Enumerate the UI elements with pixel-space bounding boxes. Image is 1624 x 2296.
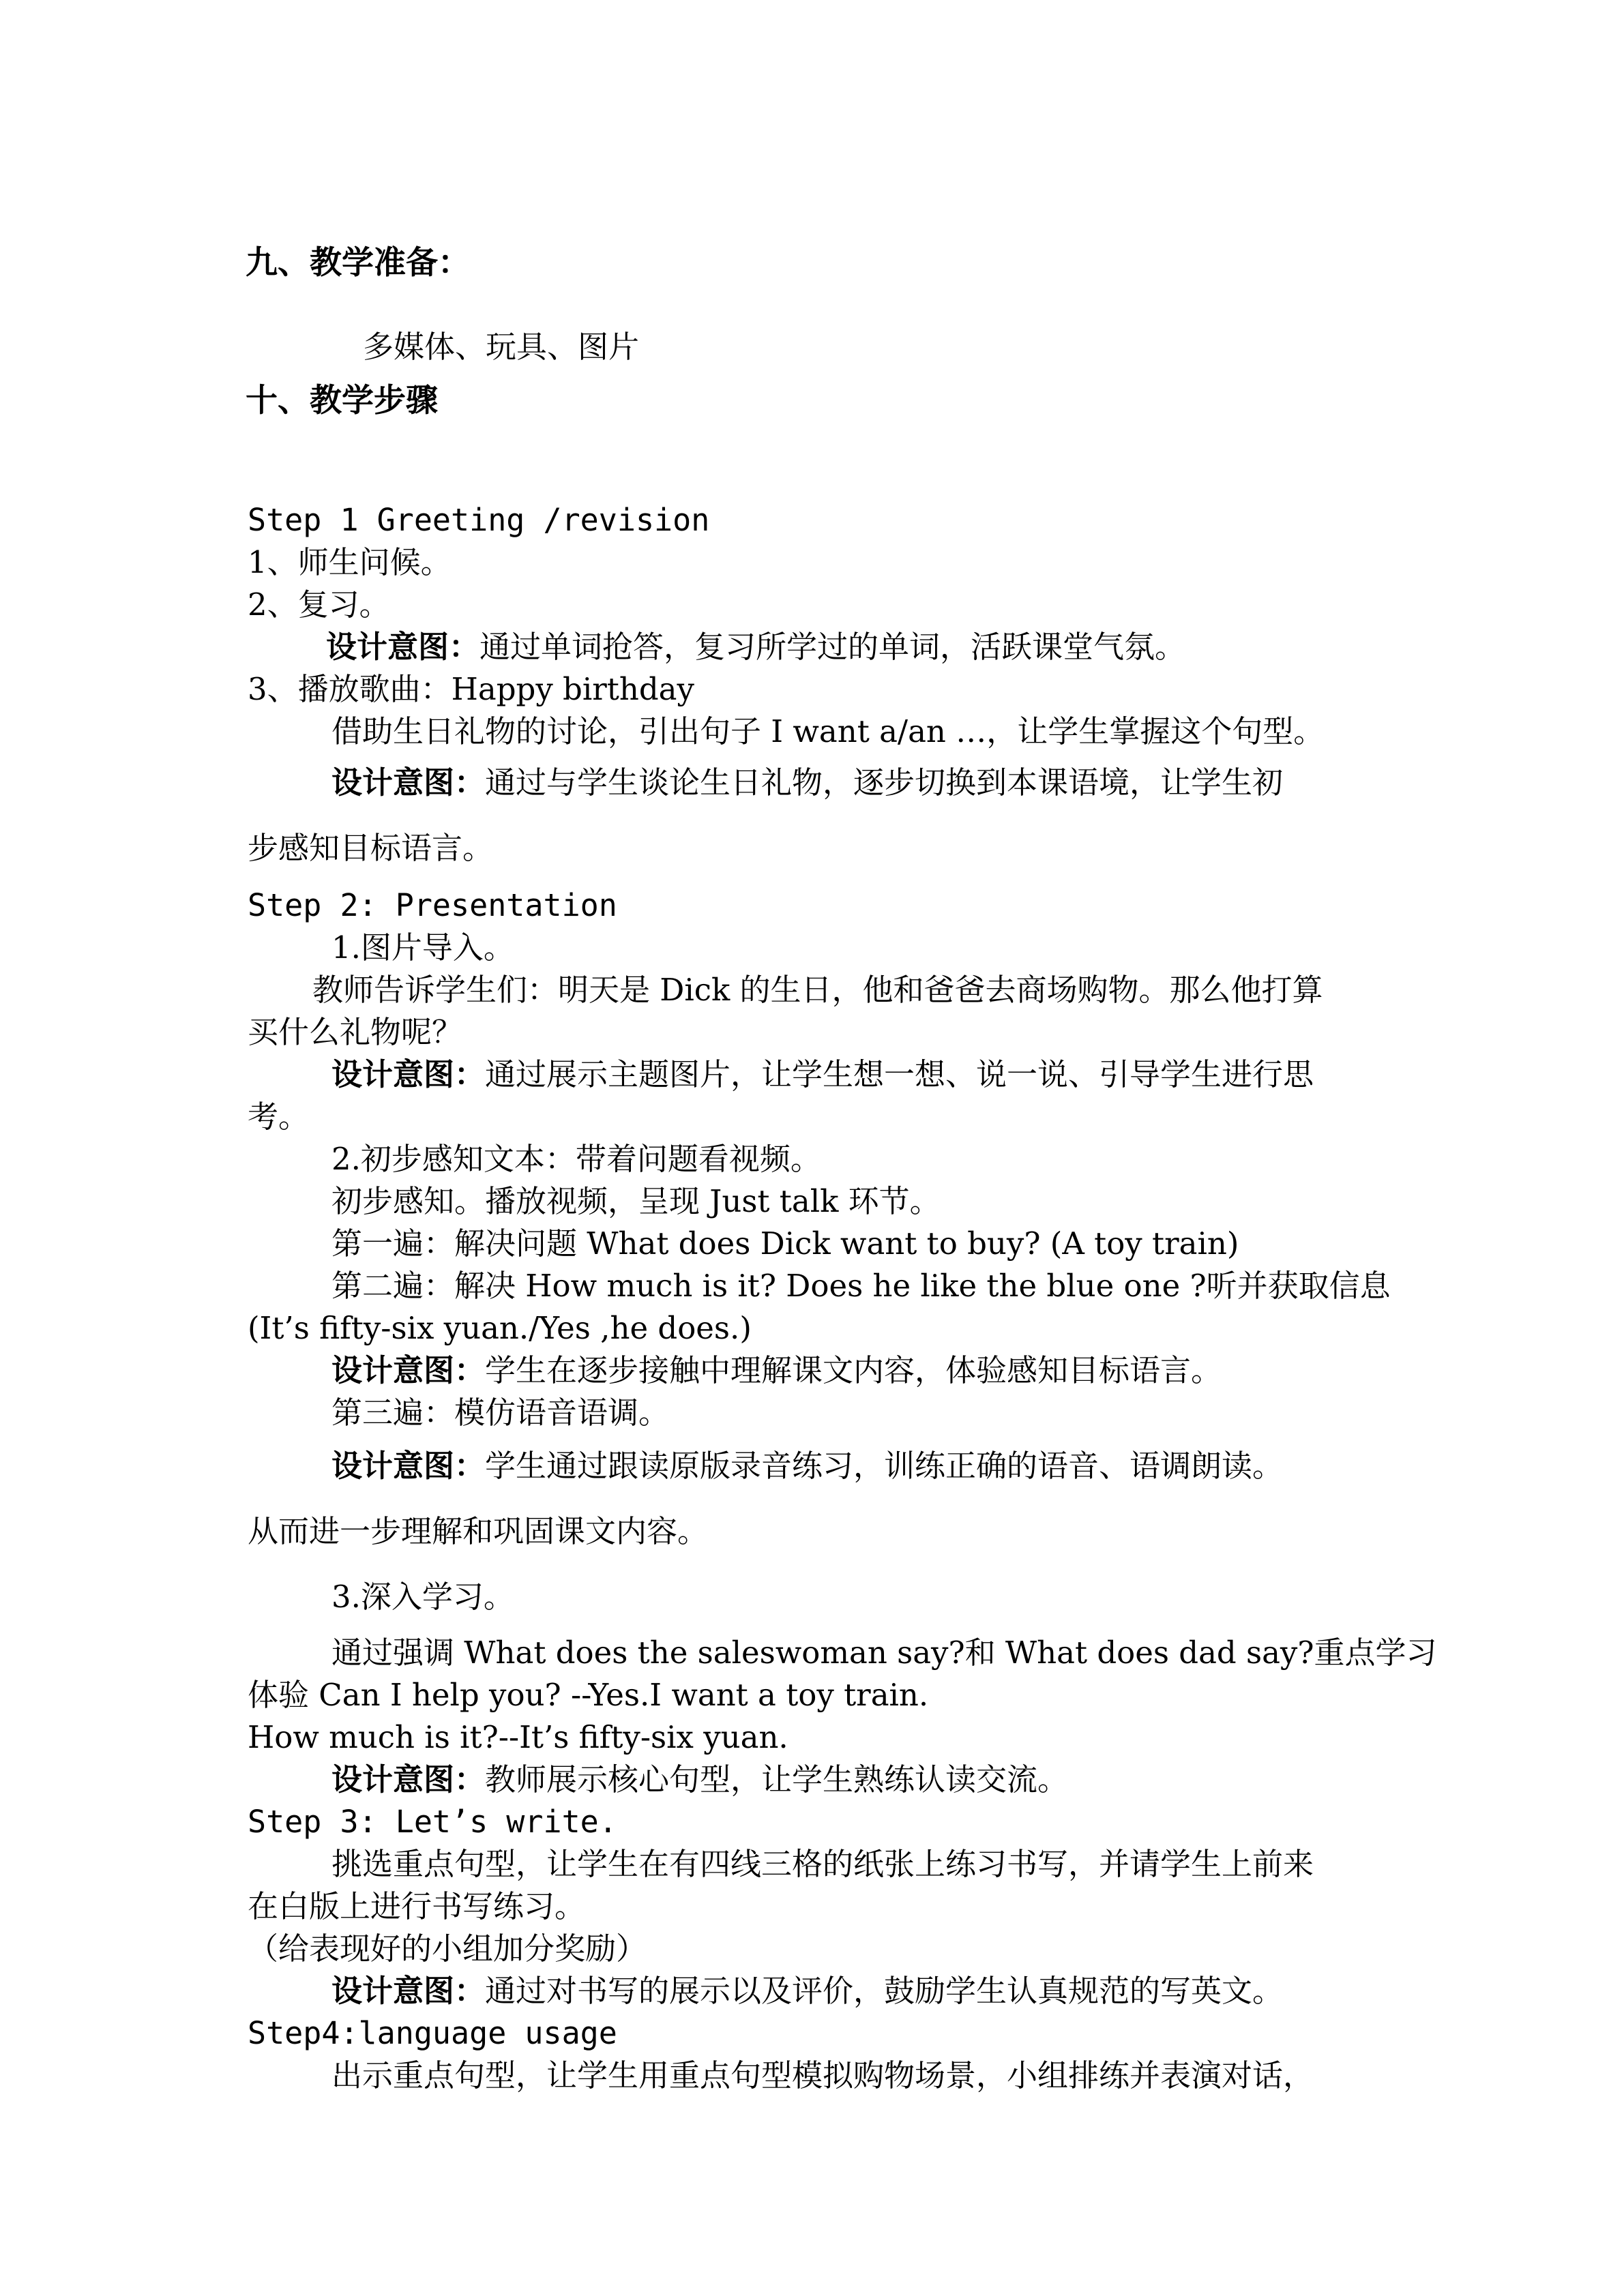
design-label: 设计意图： — [326, 629, 480, 665]
design-label: 设计意图： — [331, 1352, 486, 1388]
step1-intent2-cont: 步感知目标语言。 — [248, 830, 494, 866]
step2-intent-read — [331, 1444, 1283, 1488]
design-label: 设计意图： — [331, 1448, 486, 1484]
step3-title: Step 3: Let’s write. — [248, 1804, 617, 1840]
step2-tell-cont: 买什么礼物呢？ — [248, 1014, 463, 1050]
step1-item2: 2、复习。 — [248, 586, 390, 623]
step2-second-pass: 第二遍：解决 How much is it? Does he like the blue one ?听并获取信息 — [331, 1268, 1391, 1304]
prep-items: 多媒体、玩具、图片 — [363, 329, 640, 365]
design-label: 设计意图： — [331, 764, 486, 801]
intent-text: 通过对书写的展示以及评价，鼓励学生认真规范的写英文。 — [485, 1973, 1284, 2009]
step2-intent-text — [331, 1349, 1222, 1392]
step2-deep-cont1: 体验 Can I help you? --Yes.I want a toy train. — [248, 1677, 929, 1713]
step2-intent-core — [331, 1758, 1068, 1802]
step1-gift-line: 借助生日礼物的讨论，引出句子 I want a/an …，让学生掌握这个句型。 — [331, 713, 1325, 749]
step2-deep-cont2: How much is it?--It’s fifty-six yuan. — [248, 1719, 788, 1755]
intent-text: 学生在逐步接触中理解课文内容，体验感知目标语言。 — [485, 1352, 1222, 1388]
step2-first-pass: 第一遍：解决问题 What does Dick want to buy? (A toy train) — [331, 1225, 1239, 1262]
step3-reward: （给表现好的小组加分奖励） — [248, 1930, 647, 1967]
step1-item3: 3、播放歌曲：Happy birthday — [248, 671, 694, 707]
step3-write-cont: 在白版上进行书写练习。 — [248, 1888, 586, 1924]
design-label: 设计意图： — [331, 1973, 486, 2009]
step2-sub3: 3.深入学习。 — [331, 1579, 514, 1615]
step3-write: 挑选重点句型，让学生在有四线三格的纸张上练习书写，并请学生上前来 — [331, 1846, 1314, 1882]
step4-usage: 出示重点句型，让学生用重点句型模拟购物场景，小组排练并表演对话， — [331, 2057, 1314, 2093]
step2-third-pass: 第三遍：模仿语音语调。 — [331, 1395, 670, 1431]
step2-deep: 通过强调 What does the saleswoman say?和 What does dad say?重点学习 — [331, 1635, 1437, 1671]
step2-intent-pic — [331, 1053, 1314, 1097]
step2-intent-pic-cont: 考。 — [248, 1099, 310, 1135]
step2-tell: 教师告诉学生们：明天是 Dick 的生日，他和爸爸去商场购物。那么他打算 — [312, 972, 1323, 1008]
step1-item1: 1、师生问候。 — [248, 544, 452, 580]
step1-intent1 — [326, 625, 1185, 669]
step1-intent2 — [331, 761, 1283, 805]
prep-heading: 九、教学准备： — [246, 244, 470, 282]
intent-text: 通过单词抢答，复习所学过的单词，活跃课堂气氛。 — [479, 629, 1186, 665]
step2-intent-read-cont: 从而进一步理解和巩固课文内容。 — [248, 1513, 709, 1549]
step1-title: Step 1 Greeting /revision — [248, 502, 710, 538]
intent-text: 通过与学生谈论生日礼物，逐步切换到本课语境，让学生初 — [485, 764, 1284, 801]
step2-second-pass-cont: (It’s fifty-six yuan./Yes ,he does.) — [248, 1310, 752, 1346]
intent-text: 教师展示核心句型，让学生熟练认读交流。 — [485, 1761, 1069, 1798]
step3-intent-write — [331, 1969, 1283, 2013]
intent-text: 学生通过跟读原版录音练习，训练正确的语音、语调朗读。 — [485, 1448, 1284, 1484]
design-label: 设计意图： — [331, 1056, 486, 1092]
step4-title: Step4:language usage — [248, 2015, 617, 2051]
step2-perceive: 初步感知。播放视频，呈现 Just talk 环节。 — [331, 1183, 941, 1219]
design-label: 设计意图： — [331, 1761, 486, 1798]
step2-sub2: 2.初步感知文本：带着问题看视频。 — [331, 1141, 821, 1177]
intent-text: 通过展示主题图片，让学生想一想、说一说、引导学生进行思 — [485, 1056, 1314, 1092]
steps-heading: 十、教学步骤 — [246, 382, 438, 419]
step2-title: Step 2: Presentation — [248, 887, 617, 923]
step2-sub1: 1.图片导入。 — [331, 929, 514, 966]
